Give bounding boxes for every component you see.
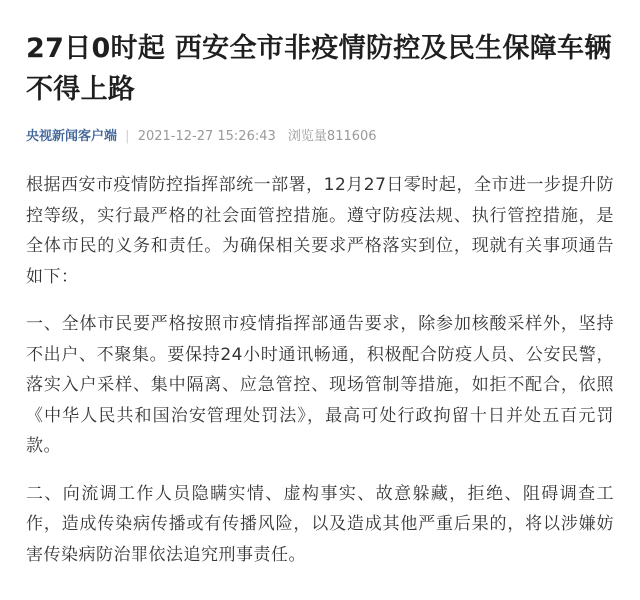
paragraph-item-2: 二、向流调工作人员隐瞒实情、虚构事实、故意躲藏，拒绝、阻碍调查工作，造成传染病传播或有传播风险，以及造成其他严重后果的，将以涉嫌妨害传染病防治罪依法追究刑事责任。 <box>26 483 614 565</box>
publish-datetime: 2021-12-27 15:26:43 <box>137 129 276 144</box>
source-link[interactable]: 央视新闻客户端 <box>26 129 118 144</box>
meta-separator: | <box>125 129 130 144</box>
paragraph-item-1: 一、全体市民要严格按照市疫情指挥部通告要求，除参加核酸采样外，坚持不出户、不聚集。要保持24小时通讯畅通，积极配合防疫人员、公安民警，落实入户采样、集中隔离、应急管控、现场管制等措施，如拒不配合，依照《中华人民共和国治安管理处罚法》，最高可处行政拘留十日并处五百元罚款。 <box>26 314 614 456</box>
view-count <box>288 129 377 144</box>
article-meta <box>26 126 614 148</box>
article-body <box>26 170 614 570</box>
article-title: 27日0时起 西安全市非疫情防控及民生保障车辆不得上路 <box>26 33 612 105</box>
paragraph-intro: 根据西安市疫情防控指挥部统一部署，12月27日零时起，全市进一步提升防控等级，实行最严格的社会面管控措施。遵守防疫法规、执行管控措施，是全体市民的义务和责任。为确保相关要求严格落实到位，现就有关事项通告如下： <box>26 175 614 287</box>
view-count-label: 浏览量 <box>287 129 327 144</box>
view-count-value: 811606 <box>326 129 377 144</box>
